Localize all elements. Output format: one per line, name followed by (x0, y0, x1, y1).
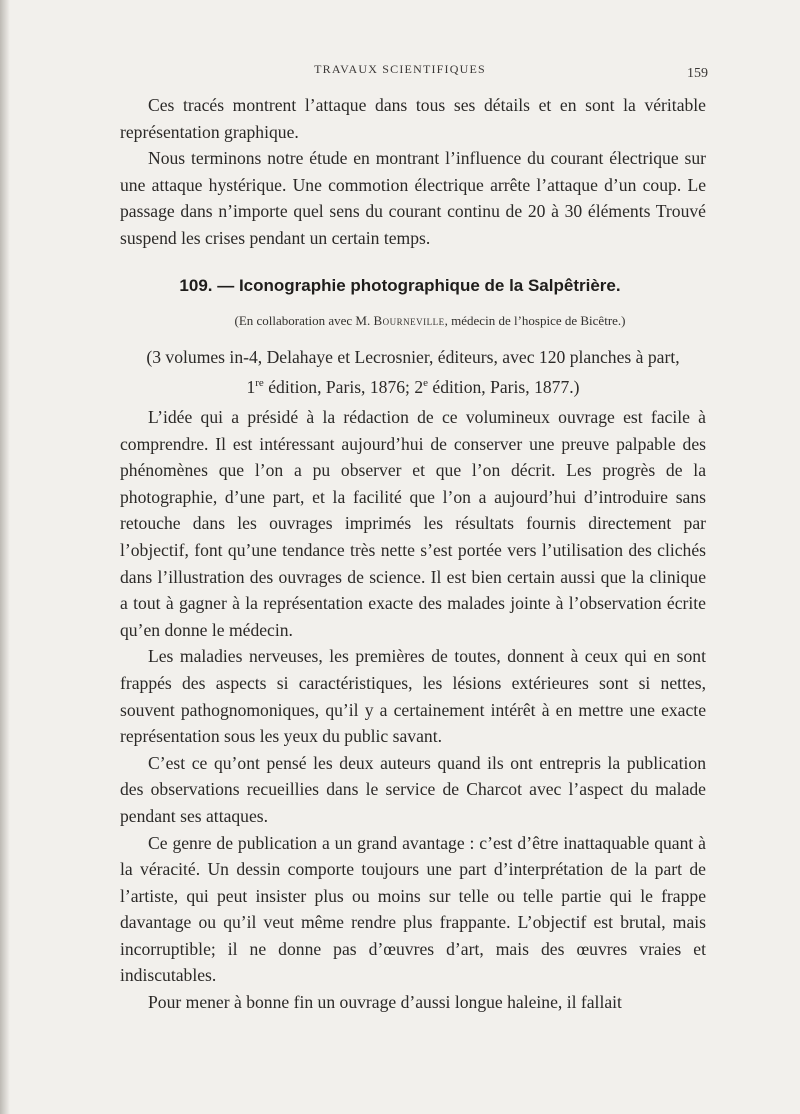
paragraph: L’idée qui a présidé à la rédaction de ce volumineux ouvrage est facile à comprendre. Il est intéressant aujourd’hui de conserver une preuve palpable des phénomènes que l’on a pu observer et que l’on décrit. Les progrès de la photographie, d’une part, et la facilité que l’on a aujourd’hui d’introduire sans retouche dans les ouvrages imprimés les résultats fournis directement par l’objectif, font qu’une tendance très nette s’est portée vers l’utilisation des clichés dans l’illustration des ouvrages de science. Il est bien certain aussi que la clinique a tout à gagner à la représentation exacte des malades jointe à l’observation écrite qu’en donne le médecin. (120, 407, 706, 640)
edition-first-text: édition, Paris, 1876; 2 (263, 376, 424, 397)
paragraph: Les maladies nerveuses, les premières de toutes, donnent à ceux qui en sont frappés des aspects si caractéristiques, les lésions extérieures sont si nettes, souvent pathognomoniques, qu’il y a certainement intérêt à en mettre une exacte représentation sous les yeux du public savant. (120, 646, 706, 747)
paragraph: Ces tracés montrent l’attaque dans tous ses détails et en sont la véritable représentation graphique. (120, 95, 706, 142)
section-heading: 109. — Iconographie photographique de la Salpêtrière. (179, 276, 621, 295)
edition-first-number: 1 (246, 376, 256, 397)
collab-suffix: , médecin de l’hospice de Bicêtre.) (444, 313, 626, 328)
edition-second-text: édition, Paris, 1877.) (428, 376, 580, 397)
collaborator-name: Bourneville (373, 313, 445, 328)
collaboration-note (150, 313, 710, 329)
paragraph: C’est ce qu’ont pensé les deux auteurs quand ils ont entrepris la publication des observations recueillies dans le service de Charcot avec l’aspect du malade pendant ses attaques. (120, 752, 706, 826)
edition-note (120, 344, 706, 400)
running-title: TRAVAUX SCIENTIFIQUES (314, 62, 486, 76)
edition-line-2 (120, 370, 706, 400)
collab-prefix: (En collaboration avec M. (234, 313, 374, 328)
paragraph: Nous terminons notre étude en montrant l’influence du courant électrique sur une attaque hystérique. Une commotion électrique arrête l’attaque d’un coup. Le passage dans n’importe quel sens du courant continu de 20 à 30 éléments Trouvé suspend les crises pendant un certain temps. (120, 148, 706, 248)
edition-first-sup: re (255, 377, 264, 389)
body-text-block (120, 404, 706, 1016)
top-text-block (120, 92, 706, 252)
edition-line-1: (3 volumes in-4, Delahaye et Lecrosnier, éditeurs, avec 120 planches à part, (146, 347, 680, 367)
edition-second-sup: e (423, 377, 429, 389)
page-number: 159 (687, 66, 708, 81)
paragraph: Ce genre de publication a un grand avantage : c’est d’être inattaquable quant à la véracité. Un dessin comporte toujours une part d’interprétation de la part de l’artiste, qui peut insister plus ou moins sur telle ou telle partie qui le frappe davantage ou qu’il veut même rendre plus frappante. L’objectif est brutal, mais incorruptible; il ne donne pas d’œuvres d’art, mais des œuvres vraies et indiscutables. (120, 832, 706, 986)
paragraph: Pour mener à bonne fin un ouvrage d’aussi longue haleine, il fallait (148, 992, 622, 1013)
page-edge-shadow (0, 0, 10, 1114)
